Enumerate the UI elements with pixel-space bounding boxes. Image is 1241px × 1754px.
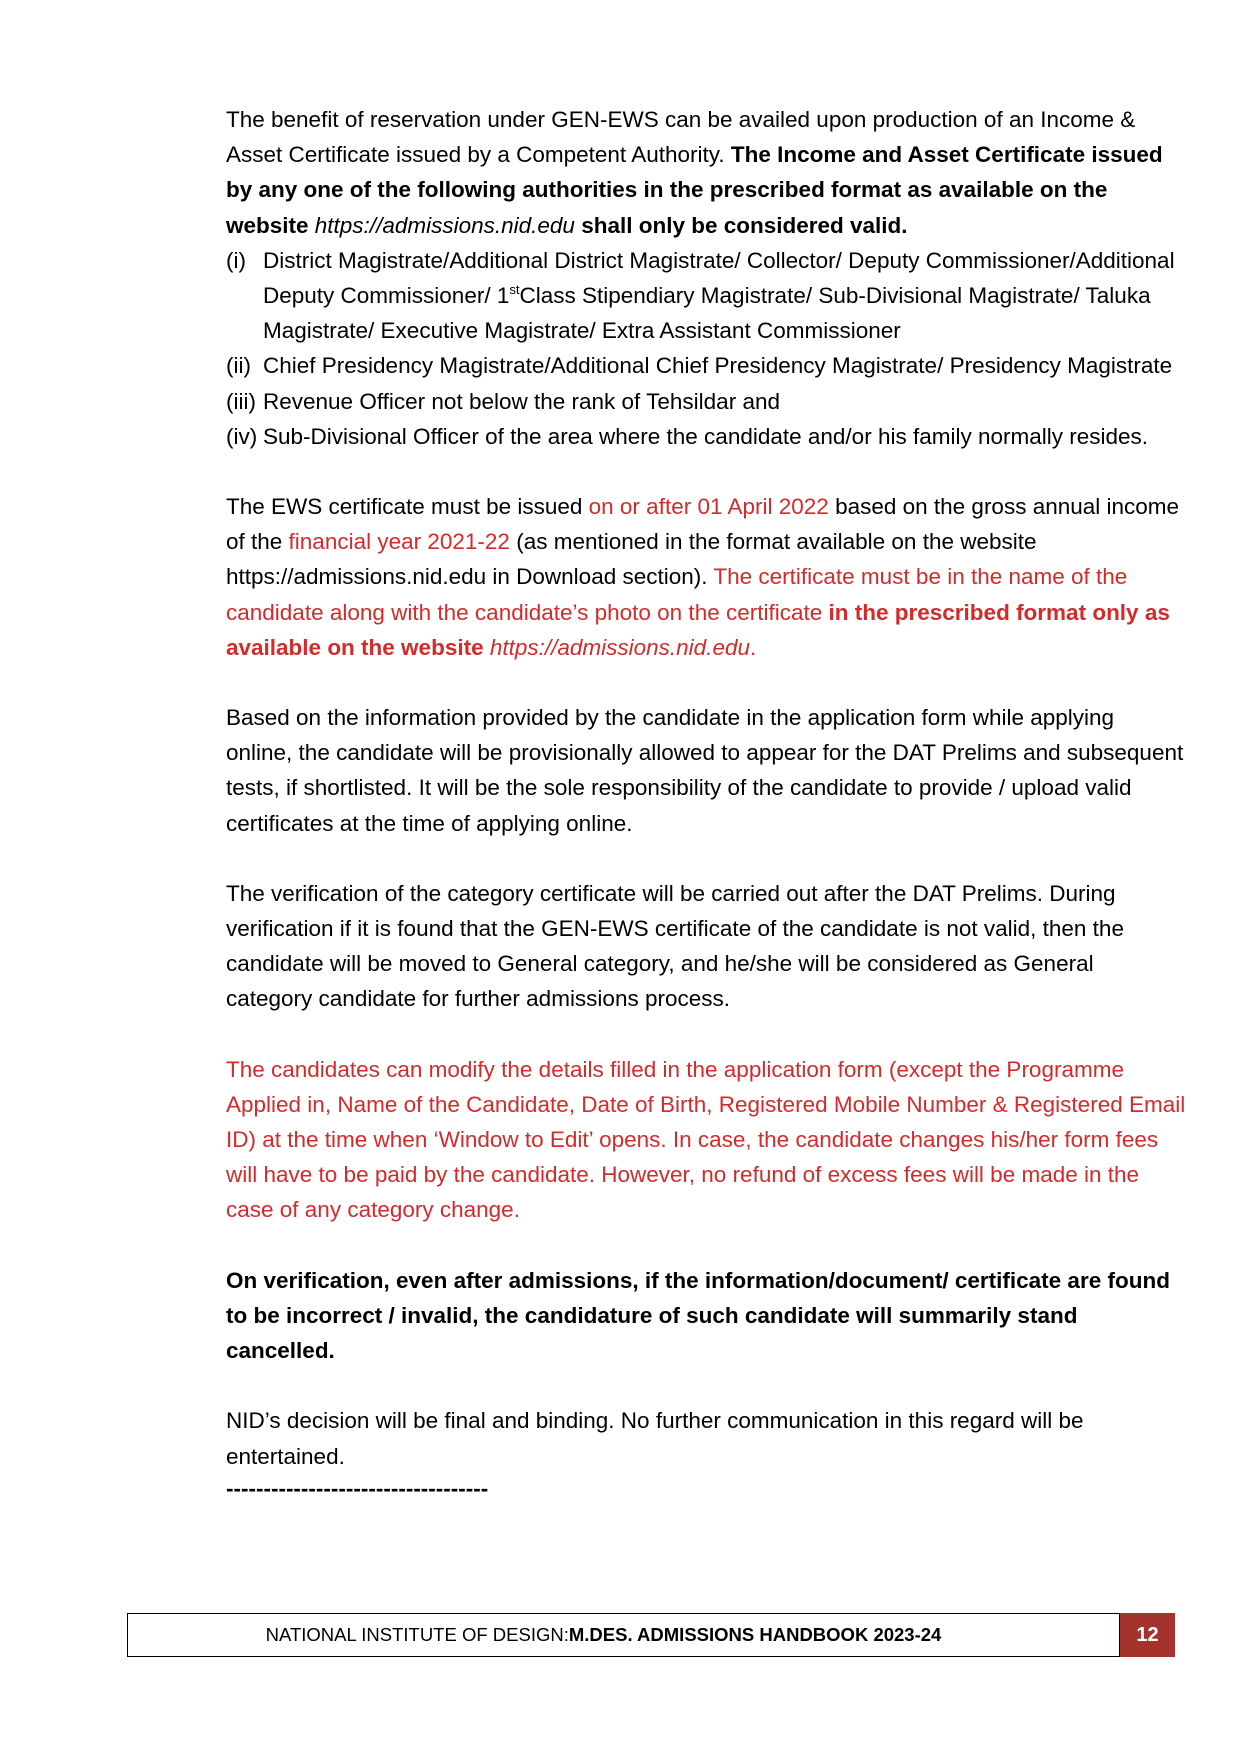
prescribed-format-note: in the prescribed format only as available on the website xyxy=(226,599,1170,660)
paragraph-ews-benefit xyxy=(226,102,1186,243)
ews-validity-note: shall only be considered valid. xyxy=(574,212,908,238)
list-item-text xyxy=(263,243,1186,349)
section-separator: ----------------------------------- xyxy=(226,1475,489,1501)
list-item-number: (iii) xyxy=(226,388,256,414)
list-item-number: (ii) xyxy=(226,353,251,379)
list-item-text: Revenue Officer not below the rank of Tehsildar and xyxy=(263,388,780,414)
list-item-number: (iv) xyxy=(226,423,258,449)
paragraph-cancellation-warning xyxy=(226,1263,1186,1369)
admissions-website-link[interactable]: https://admissions.nid.edu xyxy=(489,634,750,660)
list-item-text: Chief Presidency Magistrate/Additional Chief Presidency Magistrate/ Presidency Magistrate xyxy=(263,353,1173,379)
certificate-name-requirement: The certificate must be in the name of the candidate along with the candidate’s photo on the certificate xyxy=(226,564,1128,625)
cancellation-warning-text: On verification, even after admissions, if the information/document/ certificate are found to be incorrect / invalid, the candidature of such candidate will summarily stand cancelled. xyxy=(226,1267,1170,1364)
list-item-text-part: Class Stipendiary Magistrate/ Sub-Divisional Magistrate/ Taluka Magistrate/ Executive Magistrate/ Extra Assistant Commissioner xyxy=(263,283,1151,344)
page-number-badge: 12 xyxy=(1120,1613,1175,1657)
text-run: . xyxy=(750,634,757,660)
paragraph-nid-decision: NID’s decision will be final and binding. No further communication in this regard will be entertained. xyxy=(226,1408,1084,1469)
text-run: The EWS certificate must be issued xyxy=(226,494,589,520)
list-item xyxy=(226,243,1186,349)
paragraph-provisional-admission: Based on the information provided by the candidate in the application form while applying online, the candidate will be provisionally allowed to appear for the DAT Prelims and subsequent tests, if shortlisted. It will be the sole responsibility of the candidate to provide / upload valid certificates at the time of applying online. xyxy=(226,705,1184,836)
list-item xyxy=(226,384,1186,419)
ews-benefit-intro: The benefit of reservation under GEN-EWS can be availed upon production of an Income & Asset Certificate issued by a Competent Authority. xyxy=(226,107,1136,168)
list-item-number: (i) xyxy=(226,247,246,273)
ews-certificate-requirement: The Income and Asset Certificate issued by any one of the following authorities in the prescribed format as available on the website xyxy=(226,142,1163,238)
list-item-text: Sub-Divisional Officer of the area where the candidate and/or his family normally resides. xyxy=(263,423,1149,449)
footer-title-box xyxy=(127,1613,1120,1657)
paragraph-ews-certificate-date xyxy=(226,489,1186,665)
certificate-date-highlight: on or after 01 April 2022 xyxy=(588,494,829,520)
footer-institute-name: NATIONAL INSTITUTE OF DESIGN: xyxy=(265,1624,569,1645)
financial-year-highlight: financial year 2021-22 xyxy=(288,529,510,555)
paragraph-window-to-edit: The candidates can modify the details filled in the application form (except the Programme Applied in, Name of the Candidate, Date of Birth, Registered Mobile Number & Registered Email ID) at the time when ‘Window to Edit’ opens. In case, the candidate changes his/her form fees will have to be paid by the candidate. However, no refund of excess fees will be made in the case of any category change. xyxy=(226,1056,1186,1223)
ordinal-superscript: st xyxy=(509,282,520,298)
footer-handbook-title: M.DES. ADMISSIONS HANDBOOK 2023-24 xyxy=(568,1624,942,1645)
list-item xyxy=(226,348,1186,383)
text-run: based on the gross annual income of the xyxy=(226,494,1180,555)
list-item-text-part: District Magistrate/Additional District Magistrate/ Collector/ Deputy Commissioner/Additional Deputy Commissioner/ 1 xyxy=(263,247,1175,309)
document-body xyxy=(226,102,1186,1504)
admissions-website-link[interactable]: https://admissions.nid.edu xyxy=(314,212,575,238)
authorities-list xyxy=(226,243,1186,454)
paragraph-verification: The verification of the category certificate will be carried out after the DAT Prelims. During verification if it is found that the GEN-EWS certificate of the candidate is not valid, then the candidate will be moved to General category, and he/she will be considered as General category candidate for further admissions process. xyxy=(226,880,1124,1012)
page-footer xyxy=(127,1613,1175,1657)
list-item xyxy=(226,419,1186,454)
text-run: (as mentioned in the format available on the website https://admissions.nid.edu in Download section). xyxy=(226,529,1037,590)
